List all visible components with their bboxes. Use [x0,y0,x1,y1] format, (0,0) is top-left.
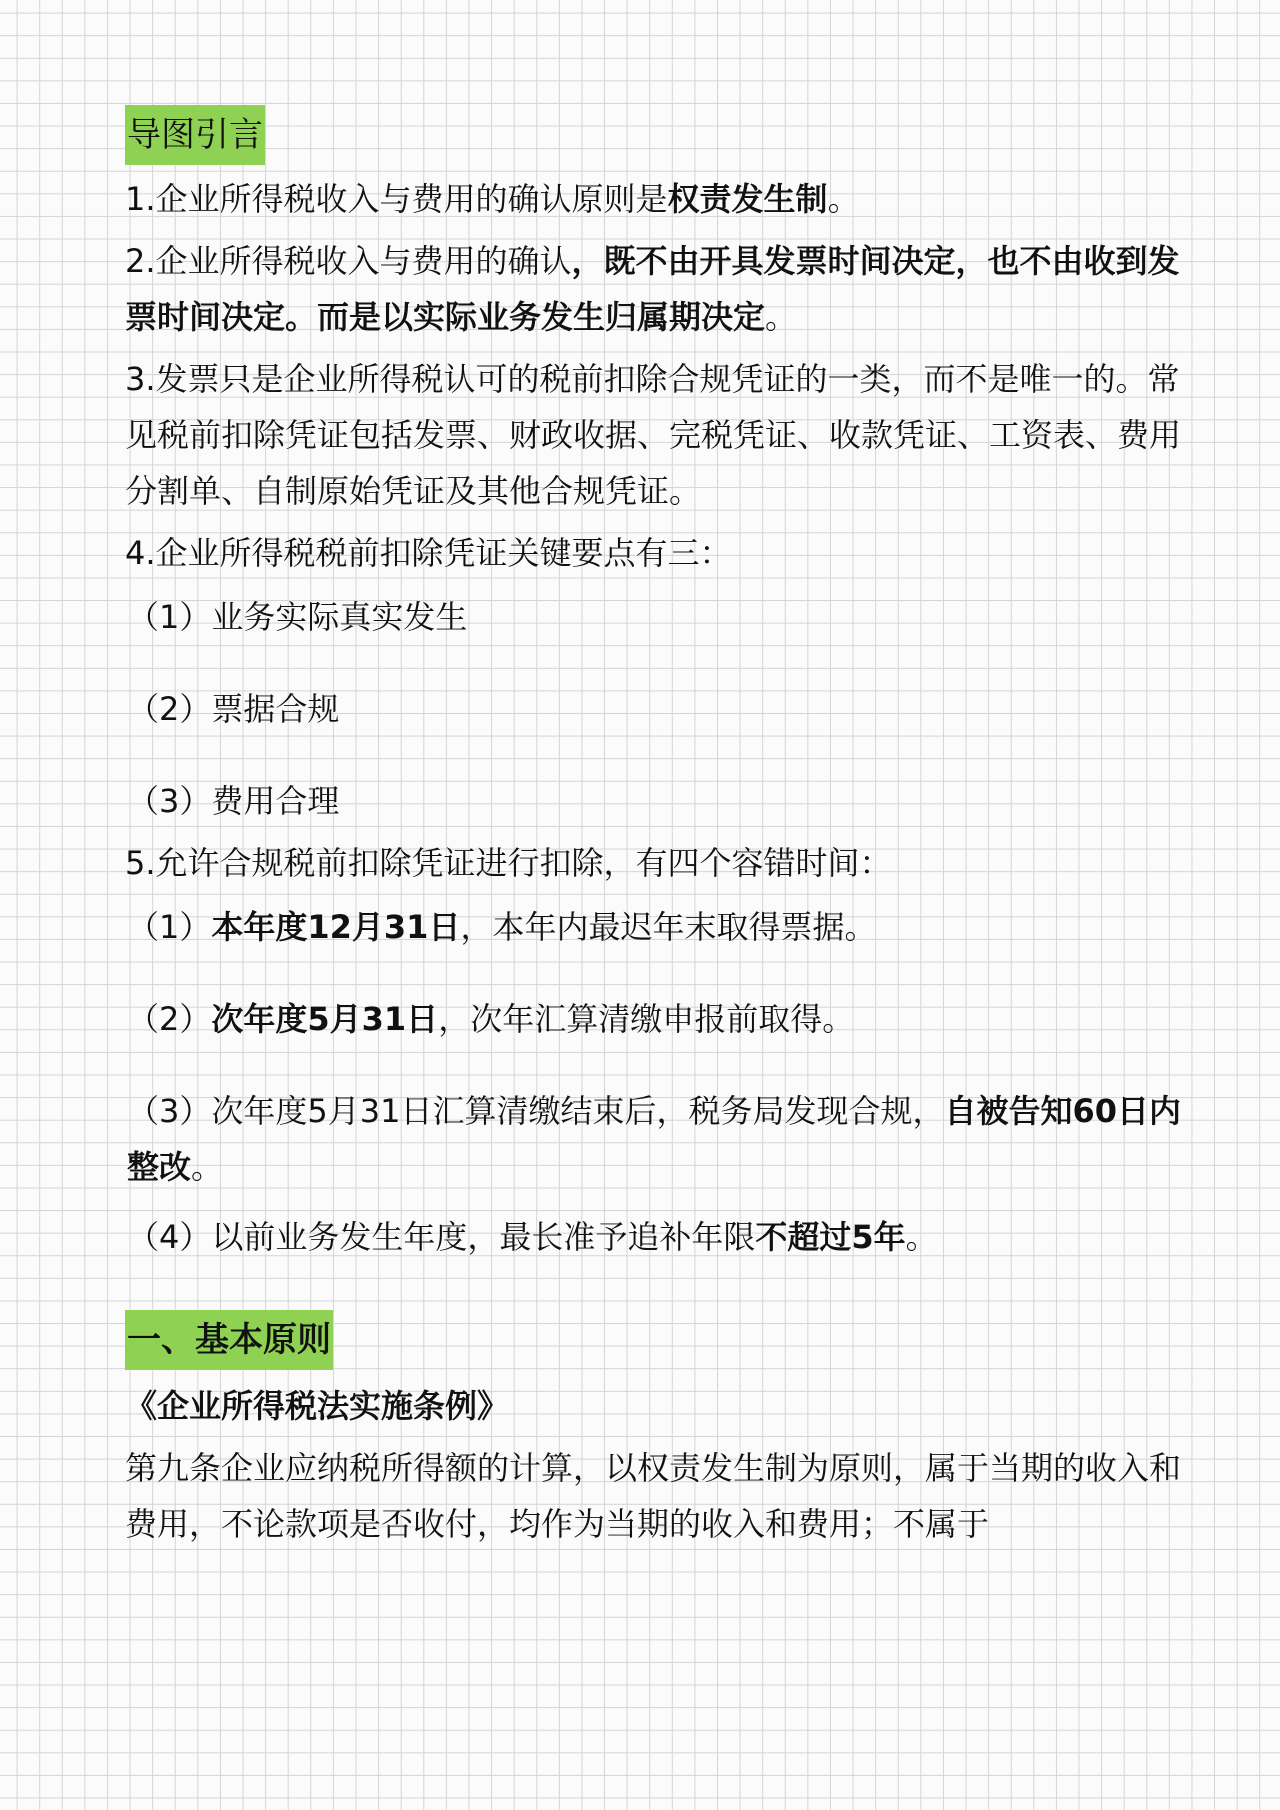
tolerance-item [125,991,1185,1047]
intro-paragraph-1 [125,171,1185,227]
intro-paragraph-2 [125,233,1185,345]
intro-paragraph-5: 5.允许合规税前扣除凭证进行扣除，有四个容错时间： [125,844,892,882]
tolerance-item-text: 。 [191,1148,224,1186]
tolerance-item-text: 。 [905,1218,938,1256]
key-point-item: （3）费用合理 [127,782,340,820]
key-point-item: （1）业务实际真实发生 [127,598,468,636]
tolerance-item-prefix: （4）以前业务发生年度，最长准予追补年限 [127,1218,756,1256]
intro-p2-end: 。 [765,298,798,336]
tolerance-item-text: ，次年汇算清缴申报前取得。 [438,1000,855,1038]
intro-p1-bold: 权责发生制 [667,180,828,218]
tolerance-item-bold: 次年度5月31日 [211,1000,439,1038]
tolerance-item-bold: 自被告知60日内整改 [127,1092,1181,1186]
law-title: 《企业所得税法实施条例》 [125,1387,510,1425]
article-nine-text: 第九条企业应纳税所得额的计算，以权责发生制为原则，属于当期的收入和费用，不论款项是否收付，均作为当期的收入和费用；不属于 [125,1449,1182,1543]
intro-heading: 导图引言 [125,105,265,165]
tolerance-item-bold: 不超过5年 [755,1218,906,1256]
tolerance-item-prefix: （1） [127,908,212,946]
intro-p1-text: 1.企业所得税收入与费用的确认原则是 [125,180,668,218]
key-point-item: （2）票据合规 [127,690,340,728]
intro-p2-bold: ，既不由开具发票时间决定，也不由收到发票时间决定。而是以实际业务发生归属期决定 [125,242,1180,336]
tolerance-item [125,1209,1185,1265]
intro-paragraph-3: 3.发票只是企业所得税认可的税前扣除合规凭证的一类，而不是唯一的。常见税前扣除凭证包括发票、财政收据、完税凭证、收款凭证、工资表、费用分割单、自制原始凭证及其他合规凭证。 [125,360,1182,510]
tolerance-item-bold: 本年度12月31日 [211,908,461,946]
tolerance-item-text: ，本年内最迟年末取得票据。 [460,908,877,946]
intro-paragraph-4: 4.企业所得税税前扣除凭证关键要点有三： [125,534,732,572]
intro-p1-end: 。 [827,180,860,218]
document-page [125,95,1185,1552]
intro-p2-text: 2.企业所得税收入与费用的确认 [125,242,572,280]
tolerance-item [125,899,1185,955]
tolerance-item-prefix: （3）次年度5月31日汇算清缴结束后，税务局发现合规， [127,1092,945,1130]
section-heading-basic-principle: 一、基本原则 [125,1310,333,1370]
tolerance-item-prefix: （2） [127,1000,212,1038]
tolerance-item [125,1083,1185,1195]
